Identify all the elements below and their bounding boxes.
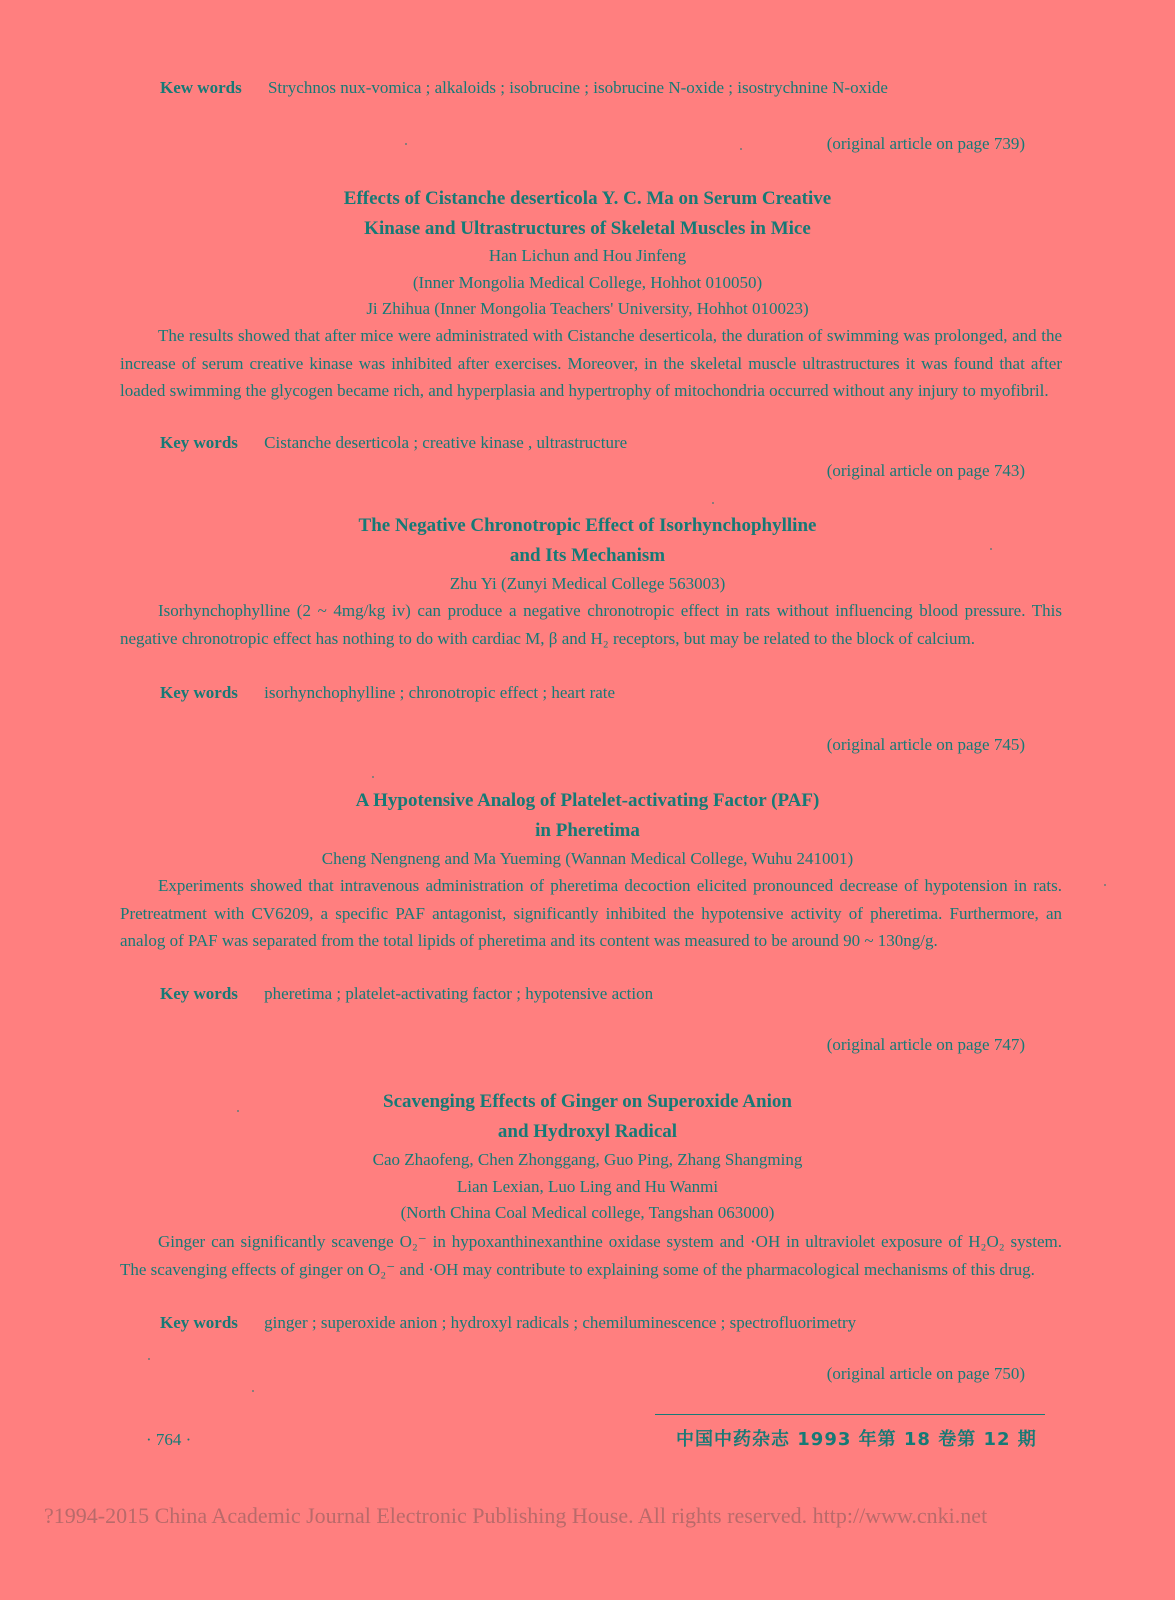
page-number: · 764 ·: [146, 1430, 192, 1449]
article-authors: [0, 1147, 1175, 1227]
scan-speck: [148, 1358, 150, 1360]
keywords-terms: ginger ; superoxide anion ; hydroxyl radicals ; chemiluminescence ; spectrofluorimetry: [264, 1313, 857, 1332]
scan-speck: [405, 143, 407, 145]
keywords-line: [160, 1313, 856, 1333]
author-line: Han Lichun and Hou Jinfeng: [488, 246, 687, 265]
keywords-terms: Cistanche deserticola ; creative kinase , ultrastructure: [264, 433, 628, 452]
author-line: (Inner Mongolia Medical College, Hohhot 010050): [412, 272, 763, 292]
article-authors: [0, 571, 1175, 598]
keywords-label: Key words: [160, 984, 238, 1003]
original-article-ref: (original article on page 743): [826, 461, 1025, 480]
title-line: Scavenging Effects of Ginger on Superoxide Anion: [383, 1091, 792, 1112]
journal-issue: 中国中药杂志 1993 年第 18 卷第 12 期: [676, 1429, 1037, 1450]
article-abstract: Isorhynchophylline (2 ~ 4mg/kg iv) can produce a negative chronotropic effect in rats without influencing blood pressure. This negative chronotropic effect has nothing to do with cardiac M, β and H₂ receptors, but may be related to the block of calcium.: [120, 601, 1062, 648]
author-line: Zhu Yi (Zunyi Medical College 563003): [449, 574, 726, 593]
article-abstract: Ginger can significantly scavenge O₂⁻ in hypoxanthinexanthine oxidase system and ·OH in ultraviolet exposure of H₂O₂ system. The scavenging effects of ginger on O₂⁻ and ·OH may contribute to explaining some of the pharmacological mechanisms of this drug.: [120, 1232, 1062, 1279]
keywords-line: [160, 78, 888, 98]
title-line: The Negative Chronotropic Effect of Isorhynchophylline: [358, 515, 817, 536]
original-article-ref: (original article on page 750): [826, 1364, 1025, 1383]
article-title: [0, 786, 1175, 846]
scan-speck: [712, 502, 714, 504]
title-line: A Hypotensive Analog of Platelet-activating Factor (PAF): [355, 790, 820, 811]
keywords-terms: isorhynchophylline ; chronotropic effect ; heart rate: [264, 683, 616, 702]
scan-speck: [990, 548, 992, 550]
keywords-line: [160, 433, 627, 453]
title-line: Effects of Cistanche deserticola Y. C. Ma on Serum Creative: [343, 188, 832, 209]
keywords-line: [160, 683, 615, 703]
keywords-label: Key words: [160, 1313, 238, 1332]
article-title: [0, 1087, 1175, 1147]
keywords-label: Kew words: [160, 78, 242, 97]
footer-rule: [655, 1414, 1045, 1415]
author-line: Cheng Nengneng and Ma Yueming (Wannan Medical College, Wuhu 241001): [321, 849, 854, 868]
original-article-ref: (original article on page 745): [826, 735, 1025, 754]
scan-speck: [740, 148, 742, 150]
author-line: (North China Coal Medical college, Tangshan 063000): [400, 1203, 775, 1222]
title-line: Kinase and Ultrastructures of Skeletal Muscles in Mice: [364, 218, 811, 239]
keywords-label: Key words: [160, 433, 238, 452]
title-line: in Pheretima: [535, 820, 640, 841]
article-abstract: The results showed that after mice were administrated with Cistanche deserticola, the duration of swimming was prolonged, and the increase of serum creative kinase was inhibited after exercises. Moreover, in the skeletal muscle ultrastructures it was found that after loaded swimming the glycogen became rich, and hyperplasia and hypertrophy of mitochondria occurred without any injury to myofibril.: [120, 326, 1062, 400]
scan-speck: [372, 776, 374, 778]
title-line: and Its Mechanism: [509, 545, 666, 566]
scan-speck: [237, 1110, 239, 1112]
keywords-label: Key words: [160, 683, 238, 702]
original-article-ref: (original article on page 747): [826, 1035, 1025, 1054]
title-line: and Hydroxyl Radical: [497, 1121, 678, 1142]
article-authors: [0, 846, 1175, 873]
copyright-notice: ?1994-2015 China Academic Journal Electronic Publishing House. All rights reserved. http://www.cnki.net: [44, 1503, 988, 1528]
article-title: [0, 184, 1175, 244]
author-line: Ji Zhihua (Inner Mongolia Teachers' University, Hohhot 010023): [366, 299, 809, 318]
author-line: Cao Zhaofeng, Chen Zhonggang, Guo Ping, Zhang Shangming: [372, 1150, 803, 1169]
keywords-line: [160, 984, 653, 1004]
keywords-terms: pheretima ; platelet-activating factor ; hypotensive action: [264, 984, 654, 1003]
article-title: [0, 511, 1175, 571]
scan-speck: [252, 1390, 254, 1392]
original-article-ref: (original article on page 739): [826, 134, 1025, 153]
author-line: Lian Lexian, Luo Ling and Hu Wanmi: [456, 1176, 719, 1196]
scan-speck: [1104, 884, 1106, 886]
article-authors: [0, 243, 1175, 323]
article-abstract: Experiments showed that intravenous administration of pheretima decoction elicited pronounced decrease of hypotension in rats. Pretreatment with CV6209, a specific PAF antagonist, significantly inhibited the hypotensive activity of pheretima. Furthermore, an analog of PAF was separated from the total lipids of pheretima and its content was measured to be around 90 ~ 130ng/g.: [120, 876, 1062, 950]
keywords-terms: Strychnos nux-vomica ; alkaloids ; isobrucine ; isobrucine N-oxide ; isostrychnine N-oxide: [267, 78, 888, 97]
